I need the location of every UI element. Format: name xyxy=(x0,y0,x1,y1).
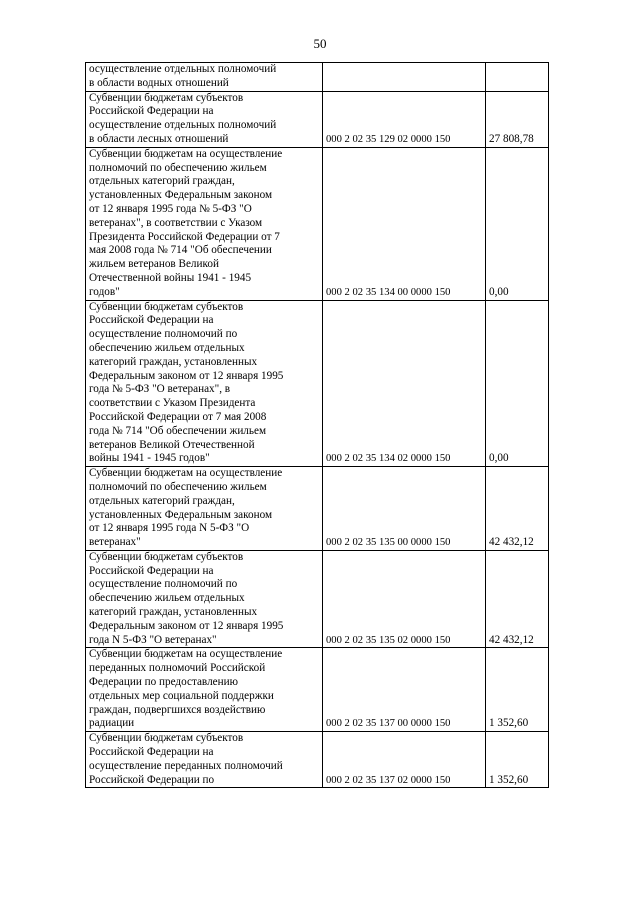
budget-code-cell: 000 2 02 35 134 00 0000 150 xyxy=(323,147,486,300)
revenue-name-cell: Субвенции бюджетам на осуществление полномочий по обеспечению жильем отдельных категорий граждан, установленных Федеральным законом от 12 января 1995 года № 5-ФЗ "О ветеранах", в соответствии с Указом Президента Российской Федерации от 7 мая 2008 года № 714 "Об обеспечении жильем ветеранов Великой Отечественной войны 1941 - 1945 годов" xyxy=(86,147,323,300)
revenue-name-cell: Субвенции бюджетам на осуществление полномочий по обеспечению жильем отдельных категорий граждан, установленных Федеральным законом от 12 января 1995 года N 5-ФЗ "О ветеранах" xyxy=(86,467,323,551)
table-row xyxy=(86,300,549,467)
budget-code-cell: 000 2 02 35 137 02 0000 150 xyxy=(323,732,486,788)
amount-cell: 42 432,12 xyxy=(486,467,549,551)
budget-code-cell: 000 2 02 35 135 00 0000 150 xyxy=(323,467,486,551)
revenue-name-cell: Субвенции бюджетам субъектов Российской Федерации на осуществление полномочий по обеспечению жильем отдельных категорий граждан, установленных Федеральным законом от 12 января 1995 года N 5-ФЗ "О ветеранах" xyxy=(86,550,323,648)
table-row xyxy=(86,467,549,551)
amount-cell: 27 808,78 xyxy=(486,91,549,147)
table-row xyxy=(86,91,549,147)
budget-code-cell xyxy=(323,63,486,92)
revenue-name-cell: Субвенции бюджетам субъектов Российской Федерации на осуществление полномочий по обеспечению жильем отдельных категорий граждан, установленных Федеральным законом от 12 января 1995 года № 5-ФЗ "О ветеранах", в соответствии с Указом Президента Российской Федерации от 7 мая 2008 года № 714 "Об обеспечении жильем ветеранов Великой Отечественной войны 1941 - 1945 годов" xyxy=(86,300,323,467)
amount-cell: 1 352,60 xyxy=(486,648,549,732)
budget-revenue-table xyxy=(85,62,549,788)
table-row xyxy=(86,147,549,300)
amount-cell: 42 432,12 xyxy=(486,550,549,648)
budget-code-cell: 000 2 02 35 135 02 0000 150 xyxy=(323,550,486,648)
table-row xyxy=(86,550,549,648)
table-row xyxy=(86,63,549,92)
revenue-name-cell: осуществление отдельных полномочий в области водных отношений xyxy=(86,63,323,92)
budget-code-cell: 000 2 02 35 137 00 0000 150 xyxy=(323,648,486,732)
table-row xyxy=(86,732,549,788)
amount-cell xyxy=(486,63,549,92)
budget-code-cell: 000 2 02 35 129 02 0000 150 xyxy=(323,91,486,147)
revenue-name-cell: Субвенции бюджетам на осуществление переданных полномочий Российской Федерации по предоставлению отдельных мер социальной поддержки граждан, подвергшихся воздействию радиации xyxy=(86,648,323,732)
revenue-name-cell: Субвенции бюджетам субъектов Российской Федерации на осуществление отдельных полномочий в области лесных отношений xyxy=(86,91,323,147)
amount-cell: 1 352,60 xyxy=(486,732,549,788)
table-row xyxy=(86,648,549,732)
amount-cell: 0,00 xyxy=(486,147,549,300)
amount-cell: 0,00 xyxy=(486,300,549,467)
revenue-name-cell: Субвенции бюджетам субъектов Российской Федерации на осуществление переданных полномочий Российской Федерации по xyxy=(86,732,323,788)
page-number: 50 xyxy=(313,36,327,51)
budget-code-cell: 000 2 02 35 134 02 0000 150 xyxy=(323,300,486,467)
